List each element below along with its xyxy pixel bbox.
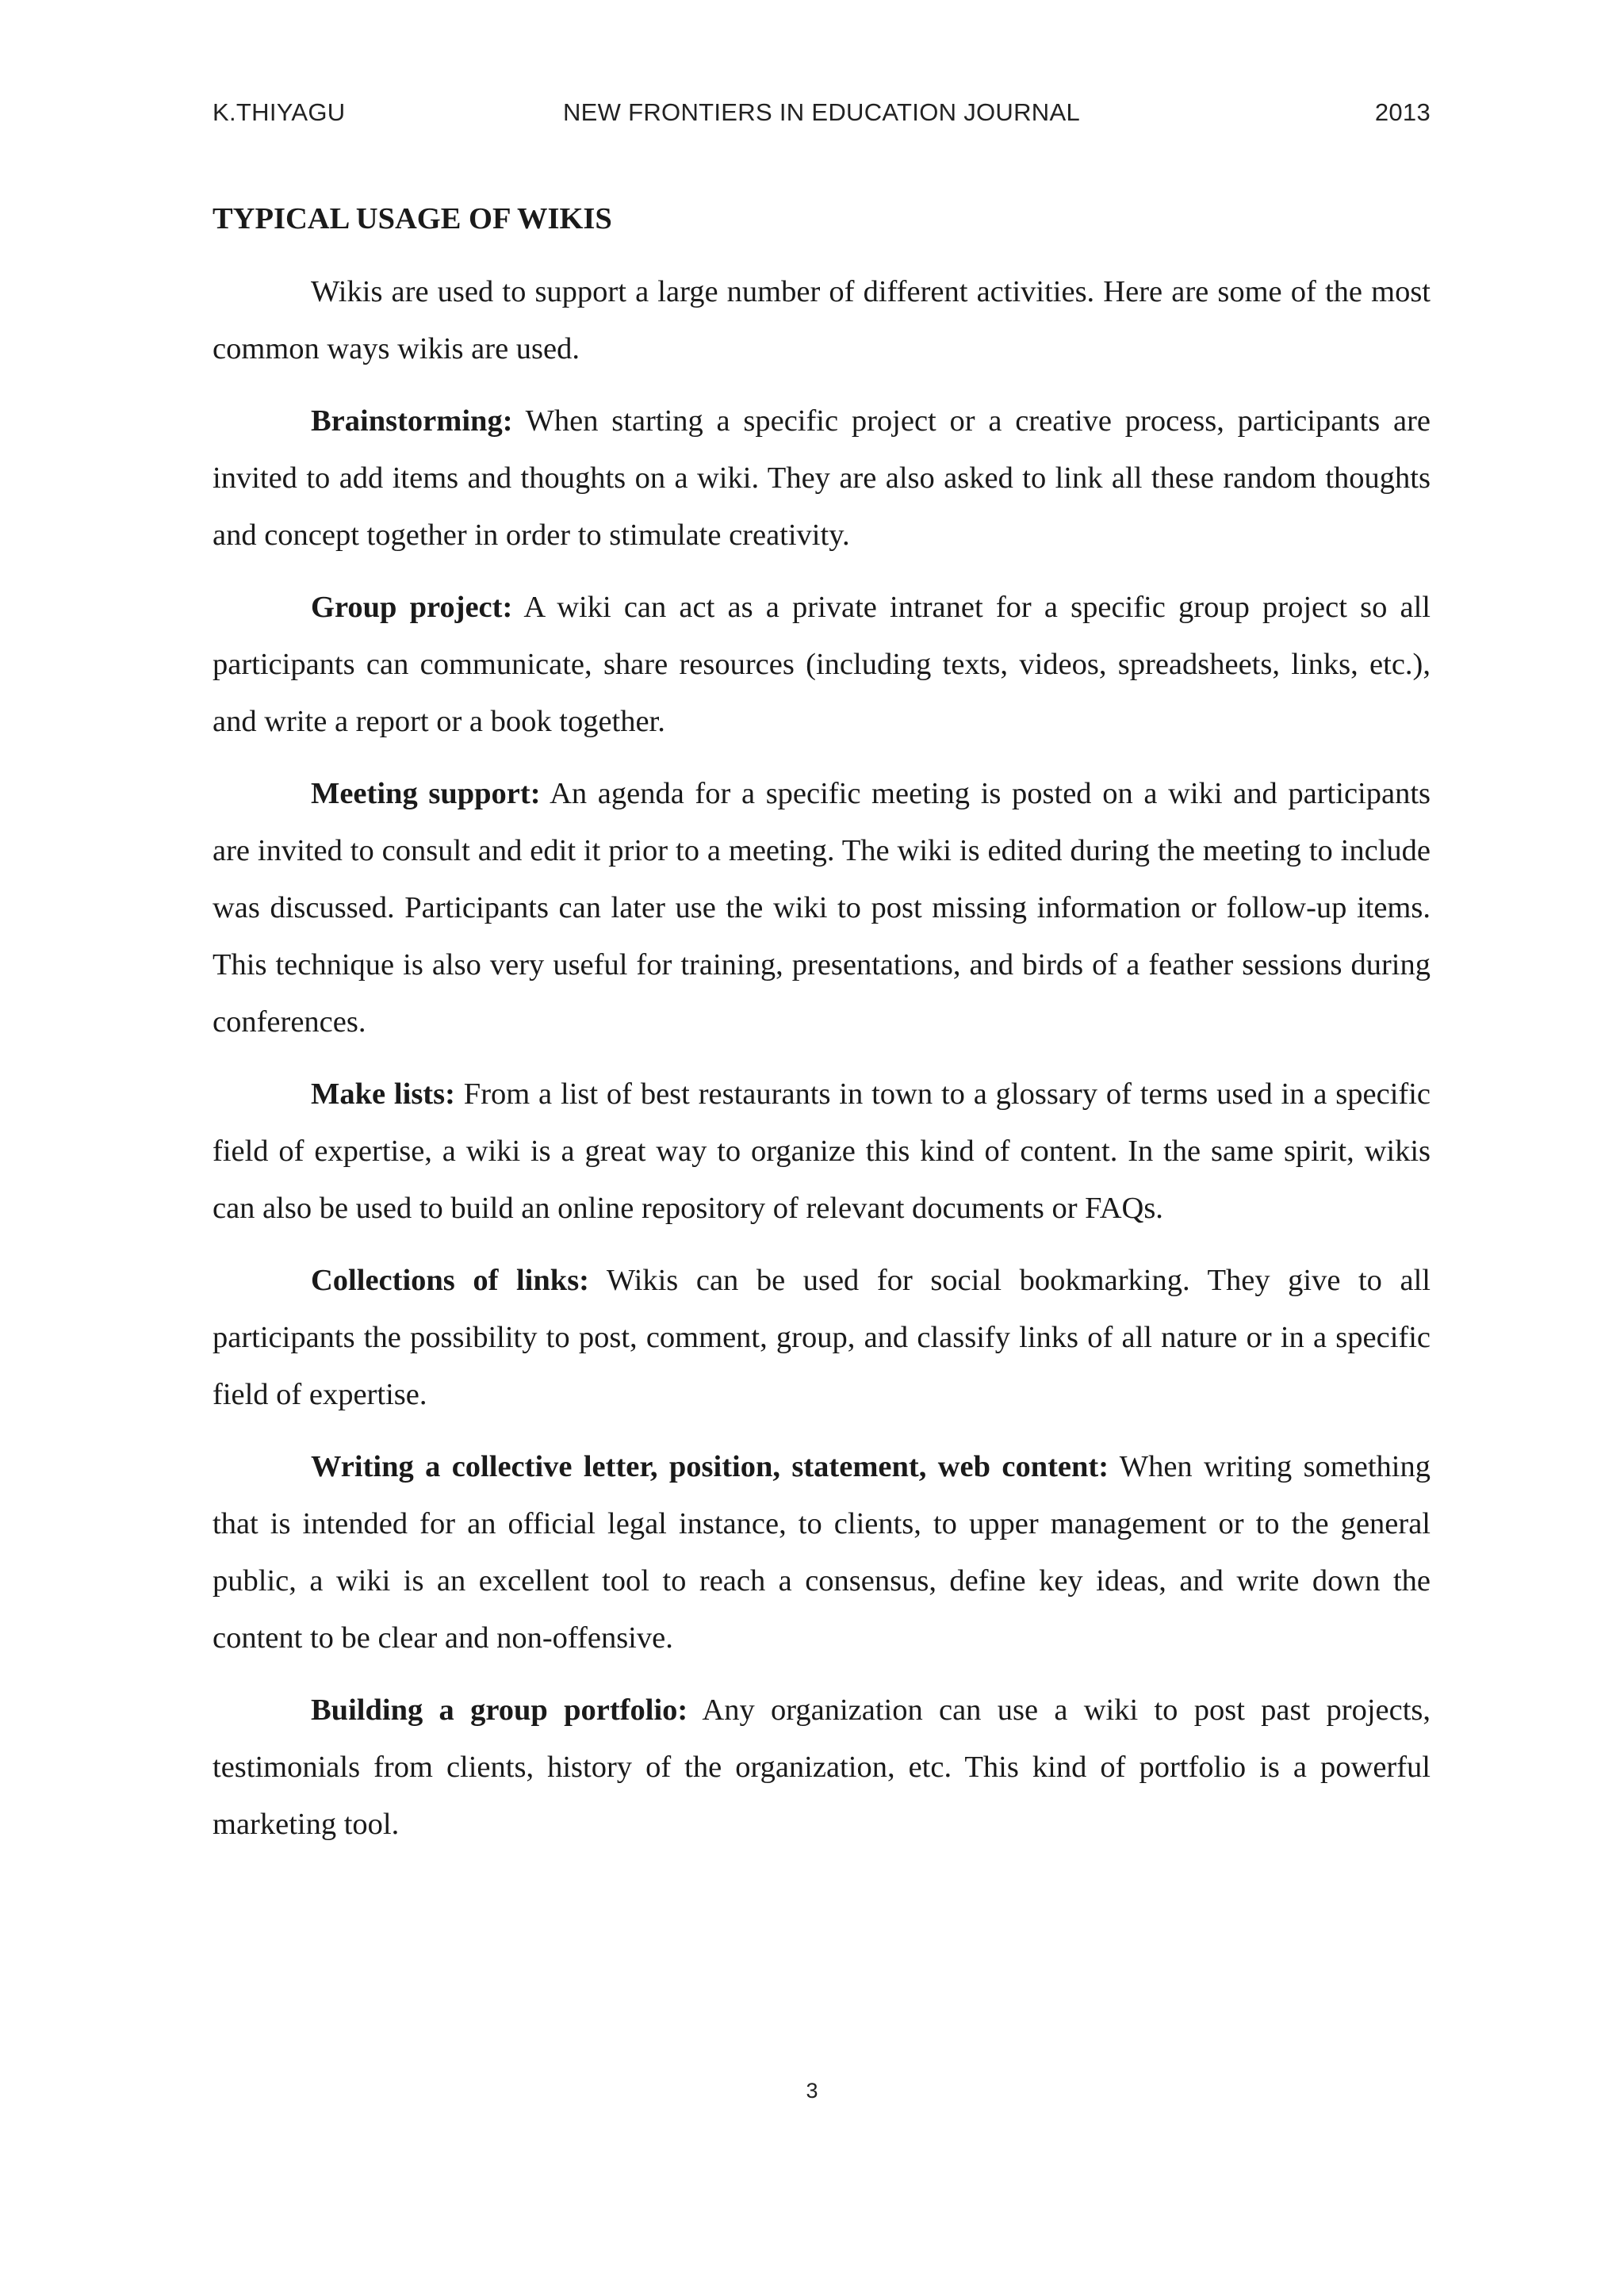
text-meeting-support: An agenda for a specific meeting is posted on a wiki and participants are invited to consult and edit it prior to a meeting. The wiki is edited during the meeting to include was discussed. Participants can later use the wiki to post missing information or follow-up items. This technique is also very useful for training, presentations, and birds of a feather sessions during conferences.	[213, 777, 1431, 1039]
term-brainstorming: Brainstorming:	[311, 404, 513, 438]
text-brainstorming: When starting a specific project or a creative process, participants are invited to add items and thoughts on a wiki. They are also asked to link all these random thoughts and concept together in order to stimulate creativity.	[213, 404, 1431, 552]
text-collective-writing: When writing something that is intended for an official legal instance, to clients, to upper management or to the general public, a wiki is an excellent tool to reach a consensus, define key ideas, and write down the content to be clear and non-offensive.	[213, 1450, 1431, 1655]
paragraph-brainstorming	[213, 392, 1431, 564]
section-heading: TYPICAL USAGE OF WIKIS	[213, 202, 612, 235]
term-make-lists: Make lists:	[311, 1077, 455, 1111]
text-collections-of-links: Wikis can be used for social bookmarking. They give to all participants the possibility to post, comment, group, and classify links of all nature or in a specific field of expertise.	[213, 1264, 1431, 1411]
term-collections-of-links: Collections of links:	[311, 1264, 589, 1297]
paragraph-make-lists	[213, 1066, 1431, 1237]
page-number: 3	[806, 2079, 818, 2103]
header-year: 2013	[1374, 98, 1431, 126]
header-journal-title: NEW FRONTIERS IN EDUCATION JOURNAL	[562, 98, 1081, 126]
text-group-portfolio: Any organization can use a wiki to post past projects, testimonials from clients, history of the organization, etc. This kind of portfolio is a powerful marketing tool.	[213, 1693, 1431, 1841]
paragraph-meeting-support	[213, 765, 1431, 1050]
term-collective-writing: Writing a collective letter, position, statement, web content:	[311, 1450, 1109, 1483]
running-header	[213, 98, 1431, 136]
paragraph-collective-writing	[213, 1438, 1431, 1667]
intro-paragraph: Wikis are used to support a large number of different activities. Here are some of the most common ways wikis are used.	[213, 275, 1431, 365]
paragraph-group-portfolio	[213, 1682, 1431, 1853]
paragraph-group-project	[213, 579, 1431, 750]
body-content	[213, 197, 1431, 1868]
paragraph-collections-of-links	[213, 1252, 1431, 1423]
term-meeting-support: Meeting support:	[311, 777, 541, 810]
text-make-lists: From a list of best restaurants in town to a glossary of terms used in a specific field of expertise, a wiki is a great way to organize this kind of content. In the same spirit, wikis can also be used to build an online repository of relevant documents or FAQs.	[213, 1077, 1431, 1225]
text-group-project: A wiki can act as a private intranet for a specific group project so all participants can communicate, share resources (including texts, videos, spreadsheets, links, etc.), and write a report or a book together.	[213, 591, 1431, 738]
term-group-project: Group project:	[311, 591, 513, 624]
header-author: K.THIYAGU	[213, 98, 346, 126]
term-group-portfolio: Building a group portfolio:	[311, 1693, 688, 1727]
